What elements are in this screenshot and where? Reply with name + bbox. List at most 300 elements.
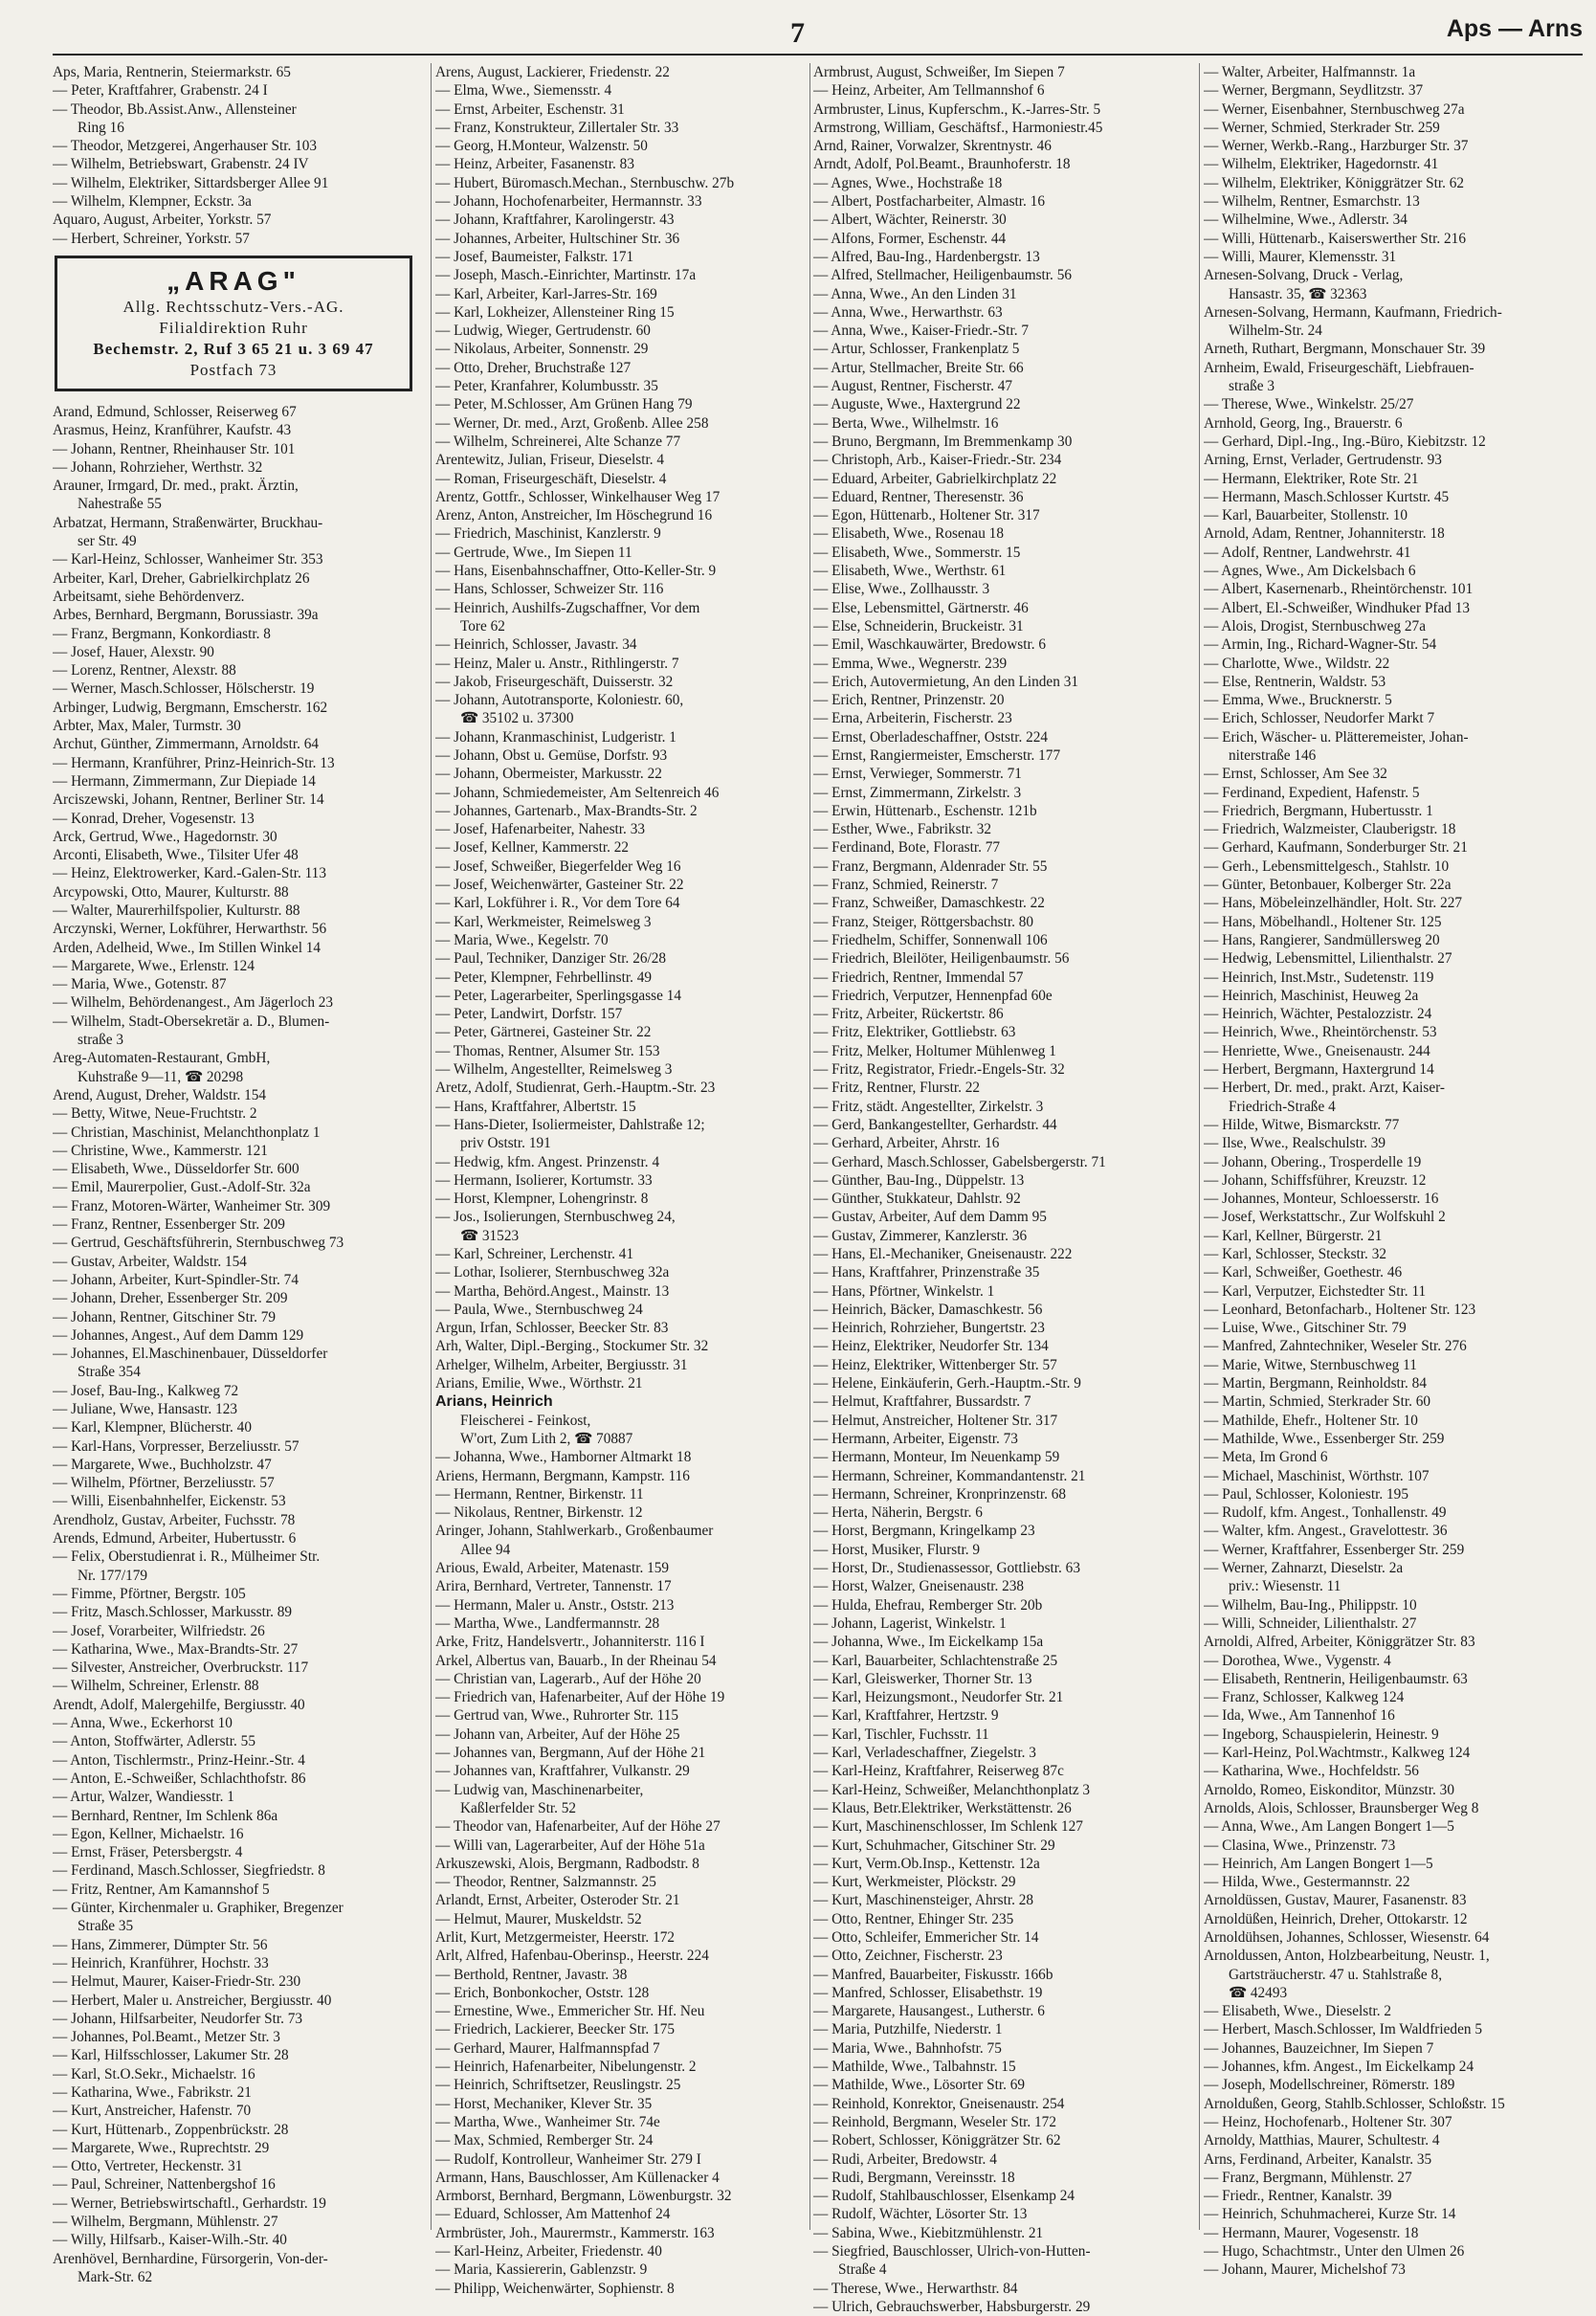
directory-entry: — Friedr., Rentner, Kanalstr. 39: [1204, 2188, 1392, 2205]
directory-entry: Ariens, Hermann, Bergmann, Kampstr. 116: [435, 1467, 690, 1484]
directory-entry: — Thomas, Rentner, Alsumer Str. 153: [435, 1042, 660, 1059]
directory-entry: — Heinrich, Wwe., Rheintörchenstr. 53: [1204, 1024, 1437, 1041]
directory-entry: — Heinrich, Wächter, Pestalozzistr. 24: [1204, 1006, 1432, 1023]
directory-entry: Arnolds, Alois, Schlosser, Braunsberger Weg 8: [1204, 1799, 1479, 1816]
directory-entry: Straße 4: [838, 2261, 887, 2279]
directory-entry: — Mathilde, Wwe., Lösorter Str. 69: [813, 2077, 1026, 2094]
directory-entry: — Erich, Rentner, Prinzenstr. 20: [813, 692, 1005, 709]
directory-entry: Arand, Edmund, Schlosser, Reiserweg 67: [53, 403, 297, 420]
directory-entry: — Christian van, Lagerarb., Auf der Höhe 20: [435, 1670, 701, 1687]
directory-entry: Arkuszewski, Alois, Bergmann, Radbodstr. 8: [435, 1855, 699, 1872]
directory-entry: — Martha, Wwe., Landfermannstr. 28: [435, 1615, 660, 1632]
directory-entry: — Mathilde, Ehefr., Holtener Str. 10: [1204, 1412, 1418, 1429]
directory-entry: — Anna, Wwe., An den Linden 31: [813, 285, 1017, 302]
directory-entry: — Ulrich, Gebrauchswerber, Habsburgerstr. 29: [813, 2298, 1091, 2315]
directory-entry: — Hans, Kraftfahrer, Prinzenstraße 35: [813, 1264, 1040, 1281]
directory-entry: — Hermann, Rentner, Birkenstr. 11: [435, 1485, 644, 1503]
directory-entry: — Willi, Eisenbahnhelfer, Eickenstr. 53: [53, 1493, 286, 1510]
directory-entry: — Horst, Walzer, Gneisenaustr. 238: [813, 1578, 1025, 1595]
directory-entry: — Fritz, Registrator, Friedr.-Engels-Str. 32: [813, 1061, 1065, 1079]
directory-entry: — Johannes, Bauzeichner, Im Siepen 7: [1204, 2039, 1434, 2057]
directory-entry: — Fritz, Elektriker, Gottliebstr. 63: [813, 1024, 1016, 1041]
directory-entry: — Mathilde, Wwe., Talbahnstr. 15: [813, 2059, 1016, 2076]
directory-entry: — Anna, Wwe., Kaiser-Friedr.-Str. 7: [813, 323, 1030, 340]
directory-entry: — Ferdinand, Masch.Schlosser, Siegfriedstr. 8: [53, 1862, 325, 1880]
directory-entry: — Heinz, Elektriker, Neudorfer Str. 134: [813, 1338, 1049, 1355]
directory-entry: — Katharina, Wwe., Fabrikstr. 21: [53, 2083, 252, 2101]
directory-entry: — Wilhelm, Behördenangest., Am Jägerloch 23: [53, 994, 334, 1012]
directory-entry: — Margarete, Wwe., Erlenstr. 124: [53, 957, 255, 974]
directory-entry: — Else, Lebensmittel, Gärtnerstr. 46: [813, 599, 1029, 616]
directory-entry: — Erich, Schlosser, Neudorfer Markt 7: [1204, 710, 1435, 727]
directory-entry: — Gertrud, Geschäftsführerin, Sternbuschweg 73: [53, 1235, 344, 1252]
directory-entry: straße 3: [1229, 378, 1275, 395]
directory-entry: — Egon, Kellner, Michaelstr. 16: [53, 1825, 244, 1842]
directory-entry: — Franz, Bergmann, Konkordiastr. 8: [53, 625, 271, 642]
directory-entry: — Peter, Kranfahrer, Kolumbusstr. 35: [435, 378, 658, 395]
directory-entry: — Friedrich, Bleilöter, Heiligenbaumstr. 56: [813, 950, 1070, 968]
directory-entry: priv Oststr. 191: [460, 1135, 551, 1152]
directory-entry: — Joseph, Modellschreiner, Römerstr. 189: [1204, 2077, 1455, 2094]
directory-entry: Arians, Heinrich: [435, 1393, 553, 1411]
directory-entry: — Kurt, Anstreicher, Hafenstr. 70: [53, 2103, 252, 2120]
directory-entry: — Peter, Kraftfahrer, Grabenstr. 24 I: [53, 82, 268, 100]
directory-entry: — Emma, Wwe., Brucknerstr. 5: [1204, 692, 1392, 709]
directory-entry: — Hedwig, kfm. Angest. Prinzenstr. 4: [435, 1153, 660, 1170]
directory-entry: — Wilhelm, Klempner, Eckstr. 3a: [53, 193, 252, 211]
directory-entry: — Hermann, Isolierer, Kortumstr. 33: [435, 1171, 653, 1189]
directory-entry: — Johanna, Wwe., Im Eickelkamp 15a: [813, 1634, 1044, 1651]
directory-entry: — Meta, Im Grond 6: [1204, 1449, 1328, 1466]
directory-entry: Arnd, Rainer, Vorwalzer, Skrentnystr. 46: [813, 138, 1052, 155]
directory-entry: — Karl, Schreiner, Lerchenstr. 41: [435, 1246, 634, 1262]
directory-entry: — Wilhelm, Elektriker, Sittardsberger Allee 91: [53, 174, 329, 191]
directory-entry: Arlt, Alfred, Hafenbau-Oberinsp., Heerstr. 224: [435, 1948, 709, 1965]
directory-entry: Arck, Gertrud, Wwe., Hagedornstr. 30: [53, 828, 277, 845]
directory-entry: ☎ 31523: [460, 1227, 520, 1244]
directory-entry: — Johanna, Wwe., Hamborner Altmarkt 18: [435, 1449, 692, 1466]
directory-entry: — Kurt, Maschinenschlosser, Im Schlenk 127: [813, 1818, 1083, 1836]
directory-entry: — Gertrud van, Wwe., Ruhrorter Str. 115: [435, 1707, 679, 1725]
directory-entry: — Johannes van, Bergmann, Auf der Höhe 21: [435, 1745, 706, 1762]
directory-entry: — Peter, Gärtnerei, Gasteiner Str. 22: [435, 1024, 652, 1041]
directory-entry: Armann, Hans, Bauschlosser, Am Küllenacker 4: [435, 2169, 720, 2186]
directory-entry: — Günter, Kirchenmaler u. Graphiker, Bregenzer: [53, 1900, 344, 1917]
directory-entry: Arians, Emilie, Wwe., Wörthstr. 21: [435, 1375, 643, 1392]
directory-entry: — Dorothea, Wwe., Vygenstr. 4: [1204, 1652, 1391, 1669]
directory-entry: — Theodor, Metzgerei, Angerhauser Str. 103: [53, 138, 318, 155]
directory-entry: — Karl-Heinz, Kraftfahrer, Reiserweg 87c: [813, 1763, 1064, 1780]
directory-entry: — Johann, Obering., Trosperdelle 19: [1204, 1153, 1422, 1170]
directory-entry: Arnheim, Ewald, Friseurgeschäft, Liebfrauen-: [1204, 359, 1474, 376]
directory-entry: Arbatzat, Hermann, Straßenwärter, Bruckhau-: [53, 514, 323, 531]
directory-entry: — Johann, Autotransporte, Koloniestr. 60,: [435, 692, 684, 709]
directory-entry: Aringer, Johann, Stahlwerkarb., Großenbaumer: [435, 1523, 714, 1540]
directory-entry: — Gustav, Arbeiter, Waldstr. 154: [53, 1253, 247, 1270]
directory-entry: Arnhold, Georg, Ing., Brauerstr. 6: [1204, 414, 1403, 432]
column-2: [435, 63, 809, 2298]
directory-entry: — Else, Rentnerin, Waldstr. 53: [1204, 673, 1386, 690]
directory-entry: — Karl, Schlosser, Steckstr. 32: [1204, 1246, 1387, 1262]
directory-entry: Arning, Ernst, Verlader, Gertrudenstr. 93: [1204, 452, 1442, 469]
directory-entry: — Peter, Lagerarbeiter, Sperlingsgasse 14: [435, 987, 682, 1004]
directory-entry: — Heinz, Arbeiter, Am Tellmannshof 6: [813, 82, 1045, 100]
directory-entry: — Erich, Autovermietung, An den Linden 31: [813, 673, 1078, 690]
directory-entry: — Kurt, Schuhmacher, Gitschiner Str. 29: [813, 1837, 1055, 1854]
directory-entry: — Johann, Hochofenarbeiter, Hermannstr. 33: [435, 193, 702, 211]
directory-entry: — Bruno, Bergmann, Im Bremmenkamp 30: [813, 433, 1073, 450]
directory-entry: — Werner, Schmied, Sterkrader Str. 259: [1204, 119, 1440, 136]
directory-entry: — Hermann, Kranführer, Prinz-Heinrich-Str. 13: [53, 754, 335, 771]
directory-entry: — Hermann, Maurer, Vogesenstr. 18: [1204, 2224, 1419, 2241]
directory-entry: — Johann, Hilfsarbeiter, Neudorfer Str. 73: [53, 2010, 303, 2027]
column-1: [53, 63, 426, 2286]
directory-entry: — Artur, Stellmacher, Breite Str. 66: [813, 359, 1024, 376]
directory-entry: — Ludwig, Wieger, Gertrudenstr. 60: [435, 323, 651, 340]
directory-entry: Arends, Edmund, Arbeiter, Hubertusstr. 6: [53, 1530, 297, 1548]
directory-entry: — Horst, Bergmann, Kringelkamp 23: [813, 1523, 1035, 1540]
directory-entry: — Anna, Wwe., Am Langen Bongert 1—5: [1204, 1818, 1454, 1836]
directory-entry: — Ernst, Fräser, Petersbergstr. 4: [53, 1844, 243, 1861]
directory-entry: — Herta, Näherin, Bergstr. 6: [813, 1504, 983, 1522]
directory-entry: — Ernst, Zimmermann, Zirkelstr. 3: [813, 784, 1022, 801]
directory-entry: — Albert, Wächter, Reinerstr. 30: [813, 212, 1007, 229]
directory-entry: Arious, Ewald, Arbeiter, Matenastr. 159: [435, 1560, 670, 1577]
directory-entry: Kuhstraße 9—11, ☎ 20298: [78, 1068, 244, 1085]
directory-entry: — Hans, El.-Mechaniker, Gneisenaustr. 222: [813, 1246, 1073, 1262]
directory-entry: — Georg, H.Monteur, Walzenstr. 50: [435, 138, 648, 155]
directory-entry: — Johannes, kfm. Angest., Im Eickelkamp 24: [1204, 2059, 1474, 2076]
directory-entry: — Johannes, El.Maschinenbauer, Düsseldorfer: [53, 1346, 328, 1363]
directory-entry: — Rudolf, Wächter, Lösorter Str. 13: [813, 2206, 1028, 2223]
directory-entry: — Josef, Bau-Ing., Kalkweg 72: [53, 1382, 239, 1399]
directory-entry: — Agnes, Wwe., Am Dickelsbach 6: [1204, 563, 1416, 580]
directory-entry: — Elise, Wwe., Zollhausstr. 3: [813, 581, 990, 598]
directory-entry: — Reinhold, Bergmann, Weseler Str. 172: [813, 2113, 1056, 2130]
directory-entry: — Kurt, Verm.Ob.Insp., Kettenstr. 12a: [813, 1855, 1040, 1872]
directory-entry: — Elisabeth, Wwe., Düsseldorfer Str. 600: [53, 1161, 299, 1178]
directory-entry: — Gertrude, Wwe., Im Siepen 11: [435, 544, 632, 561]
directory-entry: Arend, August, Dreher, Waldstr. 154: [53, 1086, 267, 1103]
directory-entry: — Otto, Rentner, Ehinger Str. 235: [813, 1910, 1014, 1927]
directory-entry: — Karl, Verputzer, Eichstedter Str. 11: [1204, 1282, 1427, 1300]
directory-entry: — Friedrich, Walzmeister, Clauberigstr. 18: [1204, 821, 1456, 838]
directory-entry: — Heinrich, Kranführer, Hochstr. 33: [53, 1954, 269, 1971]
directory-entry: Nahestraße 55: [78, 496, 162, 513]
directory-entry: — Karl-Hans, Vorpresser, Berzeliusstr. 57: [53, 1437, 299, 1455]
directory-entry: — Hedwig, Lebensmittel, Lilienthalstr. 27: [1204, 950, 1452, 968]
directory-entry: — Wilhelm, Elektriker, Hagedornstr. 41: [1204, 156, 1439, 173]
directory-entry: — Paula, Wwe., Sternbuschweg 24: [435, 1301, 643, 1318]
directory-entry: — Heinrich, Hafenarbeiter, Nibelungenstr. 2: [435, 2059, 697, 2076]
directory-entry: priv.: Wiesenstr. 11: [1229, 1578, 1341, 1595]
directory-entry: — Gerd, Bankangestellter, Gerhardstr. 44: [813, 1116, 1057, 1133]
directory-entry: — Gerhard, Masch.Schlosser, Gabelsbergerstr. 71: [813, 1153, 1106, 1170]
directory-entry: Armborst, Bernhard, Bergmann, Löwenburgstr. 32: [435, 2188, 732, 2205]
directory-entry: — Willy, Hilfsarb., Kaiser-Wilh.-Str. 40: [53, 2232, 287, 2249]
directory-entry: — Helmut, Maurer, Muskeldstr. 52: [435, 1910, 642, 1927]
directory-entry: — Manfred, Zahntechniker, Weseler Str. 276: [1204, 1338, 1467, 1355]
directory-entry: — Elisabeth, Rentnerin, Heiligenbaumstr. 63: [1204, 1670, 1468, 1687]
directory-entry: — Fritz, Melker, Holtumer Mühlenweg 1: [813, 1042, 1056, 1059]
directory-entry: — Christine, Wwe., Kammerstr. 121: [53, 1142, 268, 1159]
directory-entry: — Martha, Behörd.Angest., Mainstr. 13: [435, 1282, 670, 1300]
directory-entry: — Robert, Schlosser, Königgrätzer Str. 62: [813, 2132, 1061, 2149]
directory-entry: — Leonhard, Betonfacharb., Holtener Str. 123: [1204, 1301, 1476, 1318]
directory-entry: Arasmus, Heinz, Kranführer, Kaufstr. 43: [53, 422, 292, 439]
directory-entry: — Hans, Möbeleinzelhändler, Holt. Str. 227: [1204, 895, 1463, 912]
directory-entry: Armstrong, William, Geschäftsf., Harmoniestr.45: [813, 119, 1103, 136]
directory-entry: — Joseph, Masch.-Einrichter, Martinstr. 17a: [435, 267, 697, 284]
directory-entry: Nr. 177/179: [78, 1567, 148, 1584]
directory-entry: — Franz, Steiger, Röttgersbachstr. 80: [813, 913, 1034, 930]
directory-entry: — Maria, Putzhilfe, Niederstr. 1: [813, 2021, 1003, 2038]
directory-entry: — Albert, Kasernenarb., Rheintörchenstr. 101: [1204, 581, 1474, 598]
directory-entry: Arnoldühsen, Johannes, Schlosser, Wiesenstr. 64: [1204, 1928, 1490, 1946]
directory-entry: — Günter, Betonbauer, Kolberger Str. 22a: [1204, 877, 1452, 894]
directory-entry: — Alois, Drogist, Sternbuschweg 27a: [1204, 617, 1426, 635]
directory-entry: — Karl, St.O.Sekr., Michaelstr. 16: [53, 2065, 255, 2082]
directory-entry: — Margarete, Wwe., Ruprechtstr. 29: [53, 2139, 270, 2156]
directory-entry: — Hulda, Ehefrau, Remberger Str. 20b: [813, 1596, 1043, 1614]
directory-entry: — Ernst, Verwieger, Sommerstr. 71: [813, 766, 1022, 783]
directory-entry: — Josef, Werkstattschr., Zur Wolfskuhl 2: [1204, 1209, 1446, 1226]
directory-entry: — Ernst, Arbeiter, Eschenstr. 31: [435, 100, 625, 118]
directory-entry: — Herbert, Schreiner, Yorkstr. 57: [53, 230, 250, 247]
directory-entry: — Johannes, Angest., Auf dem Damm 129: [53, 1326, 304, 1344]
directory-entry: — Hubert, Büromasch.Mechan., Sternbuschw. 27b: [435, 174, 735, 191]
directory-entry: Gartsträucherstr. 47 u. Stahlstraße 8,: [1229, 1966, 1443, 1983]
directory-entry: — Anton, Tischlermstr., Prinz-Heinr.-Str. 4: [53, 1751, 305, 1769]
directory-entry: — Ingeborg, Schauspielerin, Heinestr. 9: [1204, 1726, 1439, 1743]
directory-entry: — Wilhelm, Angestellter, Reimelsweg 3: [435, 1061, 673, 1079]
directory-entry: — Wilhelm, Bau-Ing., Philippstr. 10: [1204, 1596, 1417, 1614]
directory-entry: — Alfred, Stellmacher, Heiligenbaumstr. 56: [813, 267, 1072, 284]
directory-entry: — Helmut, Anstreicher, Holtener Str. 317: [813, 1412, 1058, 1429]
directory-entry: — Horst, Dr., Studienassessor, Gottliebstr. 63: [813, 1560, 1080, 1577]
directory-entry: — Hilda, Wwe., Gestermannstr. 22: [1204, 1874, 1410, 1891]
directory-entry: — Rudolf, Stahlbauschlosser, Elsenkamp 24: [813, 2188, 1075, 2205]
directory-entry: — Anna, Wwe., Eckerhorst 10: [53, 1715, 233, 1732]
directory-entry: — Maria, Kassiererin, Gablenzstr. 9: [435, 2261, 648, 2279]
directory-entry: — Karl-Heinz, Schweißer, Melanchthonplatz 3: [813, 1781, 1091, 1798]
directory-entry: — Anton, E.-Schweißer, Schlachthofstr. 86: [53, 1770, 306, 1787]
directory-entry: — Heinrich, Schuhmacherei, Kurze Str. 14: [1204, 2206, 1456, 2223]
directory-entry: — Ilse, Wwe., Realschulstr. 39: [1204, 1135, 1386, 1152]
directory-entry: — Ernst, Rangiermeister, Emscherstr. 177: [813, 746, 1061, 764]
directory-entry: — Johann, Obst u. Gemüse, Dorfstr. 93: [435, 746, 668, 764]
directory-entry: — Maria, Wwe., Bahnhofstr. 75: [813, 2039, 1002, 2057]
directory-entry: Arentewitz, Julian, Friseur, Dieselstr. 4: [435, 452, 664, 469]
directory-entry: Arnold, Adam, Rentner, Johanniterstr. 18: [1204, 525, 1445, 543]
directory-entry: — Artur, Schlosser, Frankenplatz 5: [813, 341, 1020, 358]
directory-entry: — Else, Schneiderin, Bruckeistr. 31: [813, 617, 1024, 635]
directory-entry: — Henriette, Wwe., Gneisenaustr. 244: [1204, 1042, 1430, 1059]
directory-entry: — Hans, Schlosser, Schweizer Str. 116: [435, 581, 664, 598]
directory-entry: — Albert, El.-Schweißer, Windhuker Pfad 13: [1204, 599, 1471, 616]
running-head: Aps — Arns: [1446, 15, 1583, 42]
directory-entry: Arnesen-Solvang, Hermann, Kaufmann, Friedrich-: [1204, 303, 1502, 321]
directory-entry: — Elisabeth, Wwe., Dieselstr. 2: [1204, 2003, 1391, 2020]
directory-entry: — Karl, Kraftfahrer, Hertzstr. 9: [813, 1707, 999, 1725]
directory-entry: — Karl, Heizungsmont., Neudorfer Str. 21: [813, 1689, 1064, 1706]
directory-entry: — Karl, Bauarbeiter, Stollenstr. 10: [1204, 507, 1408, 524]
directory-entry: — Wilhelm, Schreiner, Erlenstr. 88: [53, 1678, 259, 1695]
ad-title: „ARAG": [166, 265, 300, 296]
directory-entry: — Franz, Rentner, Essenberger Str. 209: [53, 1216, 285, 1234]
directory-entry: — Alfons, Former, Eschenstr. 44: [813, 230, 1007, 247]
directory-entry: Arbeitsamt, siehe Behördenverz.: [53, 588, 245, 605]
directory-entry: — Friedrich, Lackierer, Beecker Str. 175: [435, 2021, 675, 2038]
directory-entry: — Werner, Bergmann, Seydlitzstr. 37: [1204, 82, 1424, 100]
directory-entry: — Gustav, Zimmerer, Kanzlerstr. 36: [813, 1227, 1028, 1244]
directory-entry: Arke, Fritz, Handelsvertr., Johanniterstr. 116 I: [435, 1634, 705, 1651]
directory-entry: — Josef, Weichenwärter, Gasteiner Str. 22: [435, 877, 684, 894]
ad-branch: Filialdirektion Ruhr: [159, 318, 308, 337]
directory-entry: — Ferdinand, Bote, Florastr. 77: [813, 839, 1001, 857]
directory-entry: — Emil, Maurerpolier, Gust.-Adolf-Str. 32a: [53, 1179, 311, 1196]
directory-entry: — Heinrich, Am Langen Bongert 1—5: [1204, 1855, 1433, 1872]
directory-entry: — Werner, Masch.Schlosser, Hölscherstr. 19: [53, 680, 315, 698]
directory-entry: — Theodor van, Hafenarbeiter, Auf der Höhe 27: [435, 1818, 720, 1836]
directory-entry: — Johann, Schiffsführer, Kreuzstr. 12: [1204, 1171, 1427, 1189]
directory-entry: — Johann, Rohrzieher, Werthstr. 32: [53, 458, 263, 476]
directory-entry: — Wilhelm, Betriebswart, Grabenstr. 24 IV: [53, 156, 309, 173]
directory-entry: — Willi, Hüttenarb., Kaiserswerther Str. 216: [1204, 230, 1466, 247]
directory-entry: — Ludwig van, Maschinenarbeiter,: [435, 1781, 644, 1798]
directory-entry: Fleischerei - Feinkost,: [460, 1412, 591, 1429]
directory-entry: — Martha, Wwe., Wanheimer Str. 74e: [435, 2113, 660, 2130]
directory-entry: — Willi van, Lagerarbeiter, Auf der Höhe 51a: [435, 1837, 705, 1854]
directory-entry: ser Str. 49: [78, 533, 137, 550]
directory-entry: — Hans-Dieter, Isoliermeister, Dahlstraße 12;: [435, 1116, 705, 1133]
directory-entry: — Heinrich, Inst.Mstr., Sudetenstr. 119: [1204, 969, 1434, 986]
directory-entry: — Paul, Schreiner, Nattenbergshof 16: [53, 2176, 276, 2194]
directory-entry: — Konrad, Dreher, Vogesenstr. 13: [53, 810, 255, 827]
directory-entry: — Horst, Musiker, Flurstr. 9: [813, 1541, 981, 1558]
directory-entry: — Heinz, Elektriker, Wittenberger Str. 57: [813, 1356, 1057, 1373]
directory-entry: — Gustav, Arbeiter, Auf dem Damm 95: [813, 1209, 1047, 1226]
directory-entry: Arden, Adelheid, Wwe., Im Stillen Winkel 14: [53, 939, 321, 956]
directory-entry: — Johann, Rentner, Gitschiner Str. 79: [53, 1308, 277, 1325]
directory-entry: — Ernestine, Wwe., Emmericher Str. Hf. Neu: [435, 2003, 705, 2020]
directory-entry: — Otto, Dreher, Bruchstraße 127: [435, 359, 632, 376]
directory-entry: Arnesen-Solvang, Druck - Verlag,: [1204, 267, 1404, 284]
directory-entry: — Michael, Maschinist, Wörthstr. 107: [1204, 1467, 1430, 1484]
directory-entry: — Luise, Wwe., Gitschiner Str. 79: [1204, 1320, 1407, 1337]
directory-entry: — Johann, Rentner, Rheinhauser Str. 101: [53, 440, 296, 457]
directory-entry: — Heinrich, Maschinist, Heuweg 2a: [1204, 987, 1419, 1004]
directory-entry: — Heinrich, Bäcker, Damaschkestr. 56: [813, 1301, 1043, 1318]
directory-entry: — Karl, Klempner, Blücherstr. 40: [53, 1419, 252, 1436]
directory-entry: — Wilhelm, Elektriker, Königgrätzer Str. 62: [1204, 174, 1465, 191]
directory-entry: — Walter, Arbeiter, Halfmannstr. 1a: [1204, 64, 1416, 80]
directory-entry: — Johann van, Arbeiter, Auf der Höhe 25: [435, 1726, 680, 1743]
directory-entry: — Felix, Oberstudienrat i. R., Mülheimer Str.: [53, 1548, 321, 1566]
directory-entry: — Heinz, Elektrowerker, Kard.-Galen-Str. 113: [53, 865, 326, 882]
directory-entry: — Fimme, Pförtner, Bergstr. 105: [53, 1585, 246, 1602]
directory-entry: — Josef, Vorarbeiter, Wilfriedstr. 26: [53, 1622, 265, 1639]
directory-entry: — Jos., Isolierungen, Sternbuschweg 24,: [435, 1209, 676, 1226]
directory-entry: — Kurt, Maschinensteiger, Ahrstr. 28: [813, 1892, 1034, 1909]
directory-entry: — Maria, Wwe., Gotenstr. 87: [53, 976, 227, 993]
directory-entry: — Auguste, Wwe., Haxtergrund 22: [813, 396, 1021, 413]
directory-entry: — Otto, Zeichner, Fischerstr. 23: [813, 1948, 1003, 1965]
directory-entry: Archut, Günther, Zimmermann, Arnoldstr. 64: [53, 736, 320, 753]
ad-address: Bechemstr. 2, Ruf 3 65 21 u. 3 69 47: [93, 339, 374, 358]
directory-entry: Argun, Irfan, Schlosser, Beecker Str. 83: [435, 1320, 669, 1337]
directory-entry: — Peter, Landwirt, Dorfstr. 157: [435, 1006, 623, 1023]
directory-entry: — Therese, Wwe., Herwarthstr. 84: [813, 2280, 1018, 2297]
directory-entry: — Franz, Schlosser, Kalkweg 124: [1204, 1689, 1405, 1706]
directory-entry: — Eduard, Arbeiter, Gabrielkirchplatz 22: [813, 470, 1057, 487]
directory-entry: — Elisabeth, Wwe., Rosenau 18: [813, 525, 1004, 543]
directory-entry: — Friedhelm, Schiffer, Sonnenwall 106: [813, 931, 1048, 948]
directory-entry: Arhelger, Wilhelm, Arbeiter, Bergiusstr. 31: [435, 1356, 688, 1373]
directory-entry: Arnoldußen, Georg, Stahlb.Schlosser, Schloßstr. 15: [1204, 2095, 1505, 2112]
directory-entry: — Lothar, Isolierer, Sternbuschweg 32a: [435, 1264, 670, 1281]
directory-entry: — Willi, Schneider, Lilienthalstr. 27: [1204, 1615, 1417, 1632]
directory-entry: — Paul, Schlosser, Koloniestr. 195: [1204, 1485, 1408, 1503]
directory-entry: Friedrich-Straße 4: [1229, 1098, 1336, 1115]
directory-entry: Arlandt, Ernst, Arbeiter, Osteroder Str. 21: [435, 1892, 680, 1909]
directory-entry: Tore 62: [460, 617, 505, 635]
directory-entry: ☎ 42493: [1229, 1984, 1288, 2001]
directory-entry: — Karl, Hilfsschlosser, Lakumer Str. 28: [53, 2047, 289, 2064]
directory-entry: — Max, Schmied, Remberger Str. 24: [435, 2132, 654, 2149]
directory-entry: — Reinhold, Konrektor, Gneisenaustr. 254: [813, 2095, 1065, 2112]
header-rule: [53, 54, 1583, 56]
directory-entry: — Walter, kfm. Angest., Gravelottestr. 36: [1204, 1523, 1448, 1540]
directory-entry: — Kurt, Werkmeister, Plöckstr. 29: [813, 1874, 1016, 1891]
directory-entry: Armbruster, Linus, Kupferschm., K.-Jarres-Str. 5: [813, 100, 1101, 118]
directory-entry: — Hilde, Witwe, Bismarckstr. 77: [1204, 1116, 1400, 1133]
directory-entry: — Rudi, Arbeiter, Bredowstr. 4: [813, 2150, 997, 2168]
directory-entry: — Charlotte, Wwe., Wildstr. 22: [1204, 655, 1390, 672]
directory-entry: — Franz, Bergmann, Aldenrader Str. 55: [813, 857, 1048, 875]
directory-entry: Arnoldi, Alfred, Arbeiter, Königgrätzer Str. 83: [1204, 1634, 1475, 1651]
directory-entry: — Hermann, Maler u. Anstr., Oststr. 213: [435, 1596, 675, 1614]
directory-entry: — Elma, Wwe., Siemensstr. 4: [435, 82, 612, 100]
directory-entry: — Hermann, Masch.Schlosser Kurtstr. 45: [1204, 488, 1450, 505]
directory-entry: — Karl, Schweißer, Goethestr. 46: [1204, 1264, 1403, 1281]
directory-entry: Arns, Ferdinand, Arbeiter, Kanalstr. 35: [1204, 2150, 1432, 2168]
directory-entry: — Kurt, Hüttenarb., Zoppenbrückstr. 28: [53, 2121, 289, 2138]
directory-entry: — Ferdinand, Expedient, Hafenstr. 5: [1204, 784, 1420, 801]
directory-entry: Mark-Str. 62: [78, 2268, 153, 2285]
directory-entry: Arconti, Elisabeth, Wwe., Tilsiter Ufer 48: [53, 847, 299, 864]
directory-entry: — Margarete, Wwe., Buchholzstr. 47: [53, 1456, 272, 1473]
directory-entry: Arndt, Adolf, Pol.Beamt., Braunhoferstr. 18: [813, 156, 1071, 173]
directory-entry: — Artur, Walzer, Wandiesstr. 1: [53, 1789, 234, 1806]
directory-entry: — Nikolaus, Arbeiter, Sonnenstr. 29: [435, 341, 649, 358]
directory-entry: — Helmut, Maurer, Kaiser-Friedr-Str. 230: [53, 1973, 301, 1991]
directory-entry: — Wilhelm, Bergmann, Mühlenstr. 27: [53, 2214, 278, 2231]
directory-entry: — Silvester, Anstreicher, Overbruckstr. 117: [53, 1659, 309, 1677]
directory-entry: — Philipp, Weichenwärter, Sophienstr. 8: [435, 2280, 675, 2297]
directory-entry: Arnoldüssen, Gustav, Maurer, Fasanenstr. 83: [1204, 1892, 1467, 1909]
directory-entry: — Johann, Dreher, Essenberger Str. 209: [53, 1290, 288, 1307]
directory-entry: — Werner, Betriebswirtschaftl., Gerhardstr. 19: [53, 2194, 326, 2212]
directory-entry: — Karl, Bauarbeiter, Schlachtenstraße 25: [813, 1652, 1058, 1669]
directory-entry: W'ort, Zum Lith 2, ☎ 70887: [460, 1430, 633, 1447]
directory-entry: — Karl, Werkmeister, Reimelsweg 3: [435, 913, 652, 930]
directory-entry: — Karl, Arbeiter, Karl-Jarres-Str. 169: [435, 285, 657, 302]
directory-entry: — Fritz, Arbeiter, Rückertstr. 86: [813, 1006, 1004, 1023]
directory-entry: — Hermann, Monteur, Im Neuenkamp 59: [813, 1449, 1060, 1466]
directory-entry: Arkel, Albertus van, Bauarb., In der Rheinau 54: [435, 1652, 717, 1669]
directory-entry: Arbinger, Ludwig, Bergmann, Emscherstr. 162: [53, 699, 328, 716]
